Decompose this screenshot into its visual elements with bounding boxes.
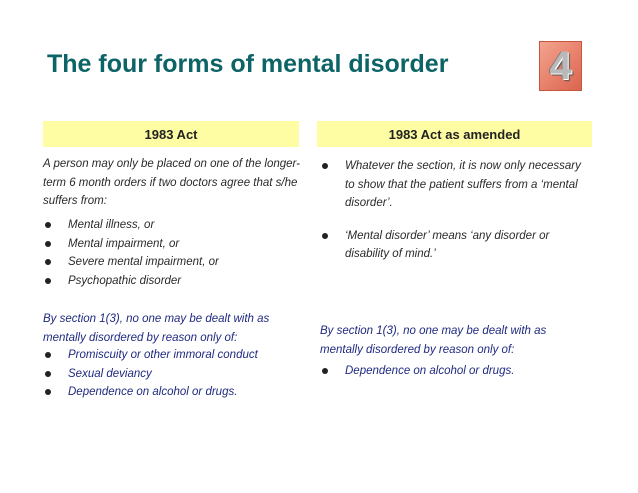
bullet-icon [322,233,328,239]
list-item: Mental illness, or [45,216,301,235]
bullet-icon [45,222,51,228]
left-section-text: By section 1(3), no one may be dealt with as mentally disordered by reason only of: [43,313,270,344]
left-exclusions-list [45,346,307,402]
right-points-list [322,157,584,264]
slide-title: The four forms of mental disorder [47,50,449,78]
list-item: Dependence on alcohol or drugs. [45,383,307,402]
left-column-1983-act [43,121,299,147]
bullet-icon [45,278,51,284]
list-item: Psychopathic disorder [45,272,301,291]
bullet-icon [322,163,328,169]
left-intro-text: A person may only be placed on one of the longer-term 6 month orders if two doctors agree that s/he suffers from: [43,158,301,207]
list-item: Sexual deviancy [45,365,307,384]
bullet-icon [45,371,51,377]
right-exclusions-list [322,362,584,381]
right-section-text: By section 1(3), no one may be dealt with as mentally disordered by reason only of: [320,325,547,356]
list-item: Severe mental impairment, or [45,253,301,272]
list-item: Promiscuity or other immoral conduct [45,346,307,365]
number-four-logo [539,41,582,91]
left-forms-list [45,216,301,290]
bullet-icon [45,259,51,265]
bullet-icon [45,352,51,358]
bullet-icon [45,241,51,247]
logo-digit: 4 [549,44,572,88]
right-column-header: 1983 Act as amended [317,121,592,147]
right-column-1983-act-amended [317,121,592,147]
list-item: ‘Mental disorder’ means ‘any disorder or disability of mind.’ [322,227,584,264]
bullet-icon [322,368,328,374]
list-item: Mental impairment, or [45,235,301,254]
list-item: Dependence on alcohol or drugs. [322,362,584,381]
bullet-icon [45,389,51,395]
left-column-header: 1983 Act [43,121,299,147]
list-item: Whatever the section, it is now only necessary to show that the patient suffers from a ‘mental disorder’. [322,157,584,213]
